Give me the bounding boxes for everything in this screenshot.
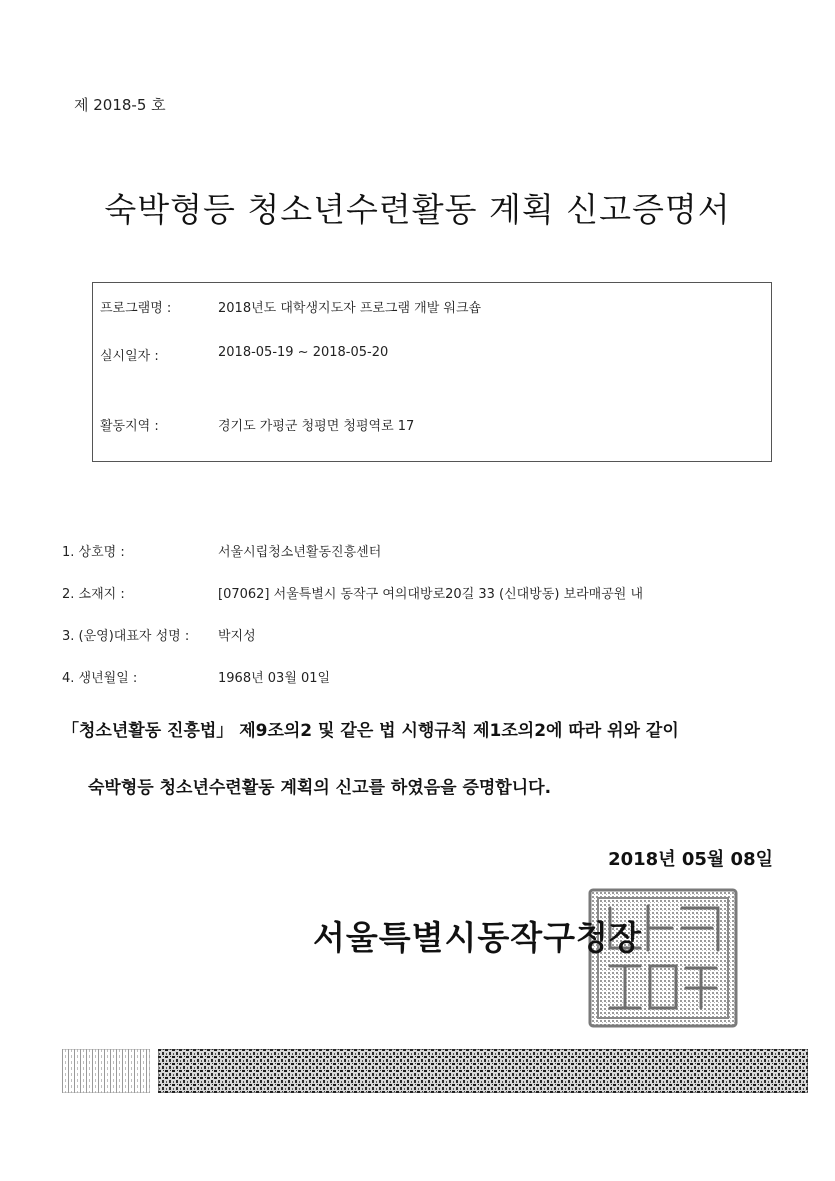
representative-value: 박지성 (218, 629, 256, 644)
document-number: 제 2018-5 호 (74, 96, 166, 114)
region-label: 활동지역 : (100, 419, 159, 434)
birthdate-value: 1968년 03월 01일 (218, 671, 331, 686)
program-name-label: 프로그램명 : (100, 301, 172, 316)
statement-line-2: 숙박형등 청소년수련활동 계획의 신고를 하였음을 증명합니다. (88, 778, 552, 798)
business-name-label: 1. 상호명 : (62, 545, 125, 560)
document-code-block (62, 1049, 150, 1093)
region-value: 경기도 가평군 청평면 청평역로 17 (218, 419, 415, 434)
issue-date: 2018년 05월 08일 (608, 849, 773, 870)
business-name-value: 서울시립청소년활동진흥센터 (218, 545, 382, 560)
period-value: 2018-05-19 ~ 2018-05-20 (218, 345, 389, 360)
representative-label: 3. (운영)대표자 성명 : (62, 629, 190, 644)
document-title: 숙박형등 청소년수련활동 계획 신고증명서 (104, 190, 731, 229)
address-value: [07062] 서울특별시 동작구 여의대방로20길 33 (신대방동) 보라매공원 내 (218, 587, 644, 602)
address-label: 2. 소재지 : (62, 587, 125, 602)
2d-barcode (158, 1049, 808, 1093)
program-name-value: 2018년도 대학생지도자 프로그램 개발 워크숍 (218, 301, 482, 316)
statement-line-1: 「청소년활동 진흥법」 제9조의2 및 같은 법 시행규칙 제1조의2에 따라 위와 같이 (62, 721, 679, 741)
issuer-name: 서울특별시동작구청장 (313, 918, 642, 957)
period-label: 실시일자 : (100, 349, 159, 364)
birthdate-label: 4. 생년월일 : (62, 671, 138, 686)
